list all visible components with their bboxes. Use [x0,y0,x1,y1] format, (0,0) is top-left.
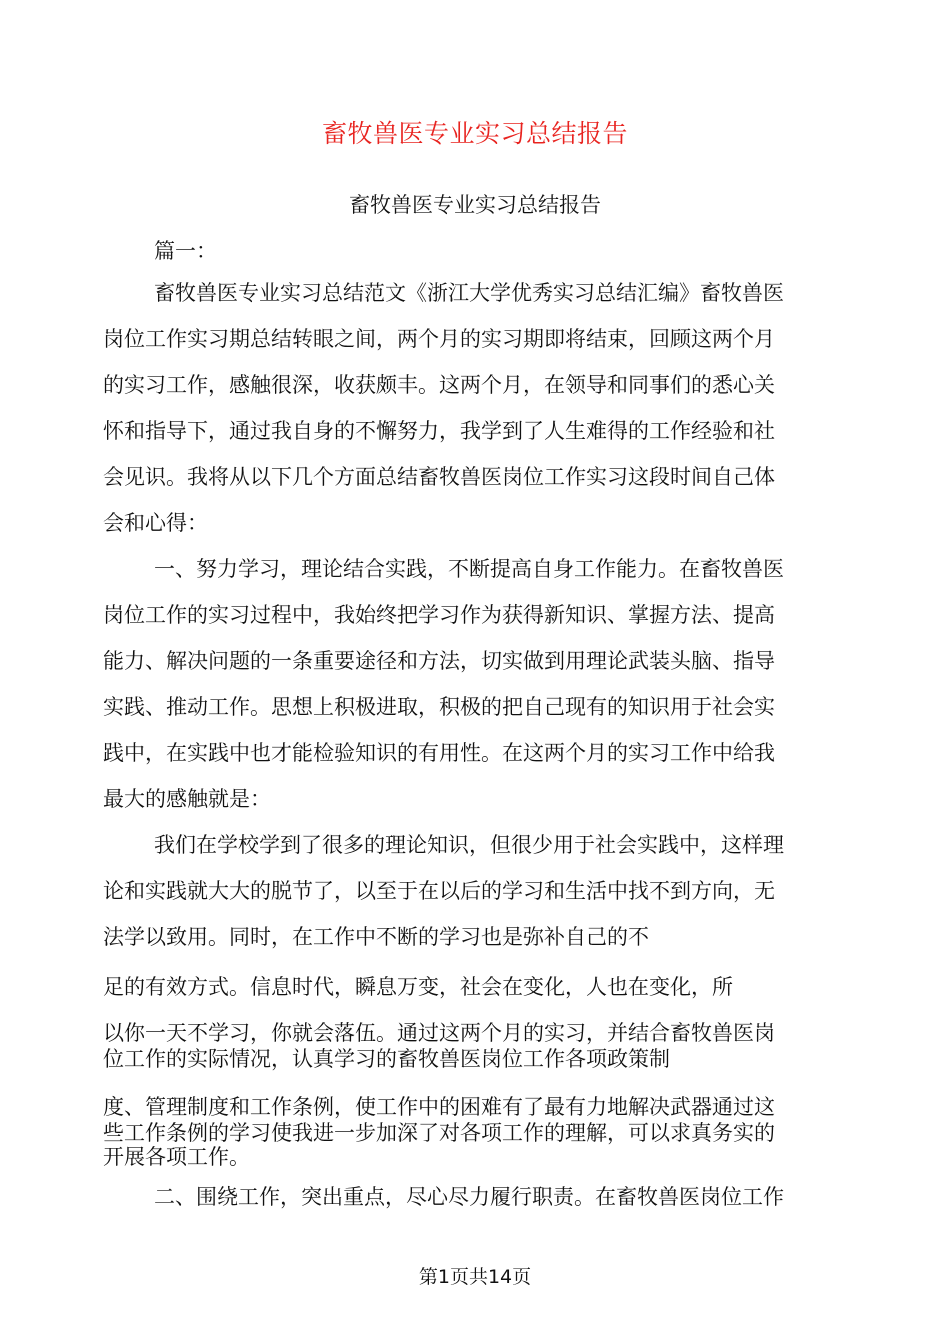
paragraph-line: 二、围绕工作，突出重点，尽心尽力履行职责。在畜牧兽医岗位工作 [154,1185,784,1209]
paragraph-line: 会见识。我将从以下几个方面总结畜牧兽医岗位工作实习这段时间自己体 [103,465,775,489]
paragraph-line: 一、努力学习，理论结合实践，不断提高自身工作能力。在畜牧兽医 [154,557,784,581]
paragraph-line: 岗位工作的实习过程中，我始终把学习作为获得新知识、掌握方法、提高 [103,603,775,627]
paragraph-line: 开展各项工作。 [103,1145,250,1169]
paragraph-line: 位工作的实际情况，认真学习的畜牧兽医岗位工作各项政策制 [103,1047,670,1071]
paragraph-line: 些工作条例的学习使我进一步加深了对各项工作的理解，可以求真务实的 [103,1121,775,1145]
paragraph-line: 以你一天不学习，你就会落伍。通过这两个月的实习，并结合畜牧兽医岗 [103,1021,775,1045]
paragraph-line: 度、管理制度和工作条例，使工作中的困难有了最有力地解决武器通过这 [103,1095,775,1119]
section-heading: 篇一： [154,239,217,263]
page-number-footer: 第1页共14页 [418,1266,532,1288]
page-title: 畜牧兽医专业实习总结报告 [321,119,628,148]
paragraph-line: 畜牧兽医专业实习总结范文《浙江大学优秀实习总结汇编》畜牧兽医 [154,281,784,305]
paragraph-line: 的实习工作，感触很深，收获颇丰。这两个月，在领导和同事们的悉心关 [103,373,775,397]
paragraph-line: 论和实践就大大的脱节了，以至于在以后的学习和生活中找不到方向，无 [103,879,775,903]
paragraph-line: 怀和指导下，通过我自身的不懈努力，我学到了人生难得的工作经验和社 [103,419,775,443]
paragraph-line: 能力、解决问题的一条重要途径和方法，切实做到用理论武装头脑、指导 [103,649,775,673]
paragraph-line: 岗位工作实习期总结转眼之间，两个月的实习期即将结束，回顾这两个月 [103,327,775,351]
paragraph-line: 法学以致用。同时，在工作中不断的学习也是弥补自己的不 [103,925,649,949]
paragraph-line: 会和心得： [103,511,208,535]
paragraph-line: 实践、推动工作。思想上积极进取，积极的把自己现有的知识用于社会实 [103,695,775,719]
document-subtitle: 畜牧兽医专业实习总结报告 [349,193,601,217]
paragraph-line: 足的有效方式。信息时代，瞬息万变，社会在变化，人也在变化，所 [103,975,733,999]
paragraph-line: 最大的感触就是： [103,787,271,811]
paragraph-line: 我们在学校学到了很多的理论知识，但很少用于社会实践中，这样理 [154,833,784,857]
paragraph-line: 践中，在实践中也才能检验知识的有用性。在这两个月的实习工作中给我 [103,741,775,765]
